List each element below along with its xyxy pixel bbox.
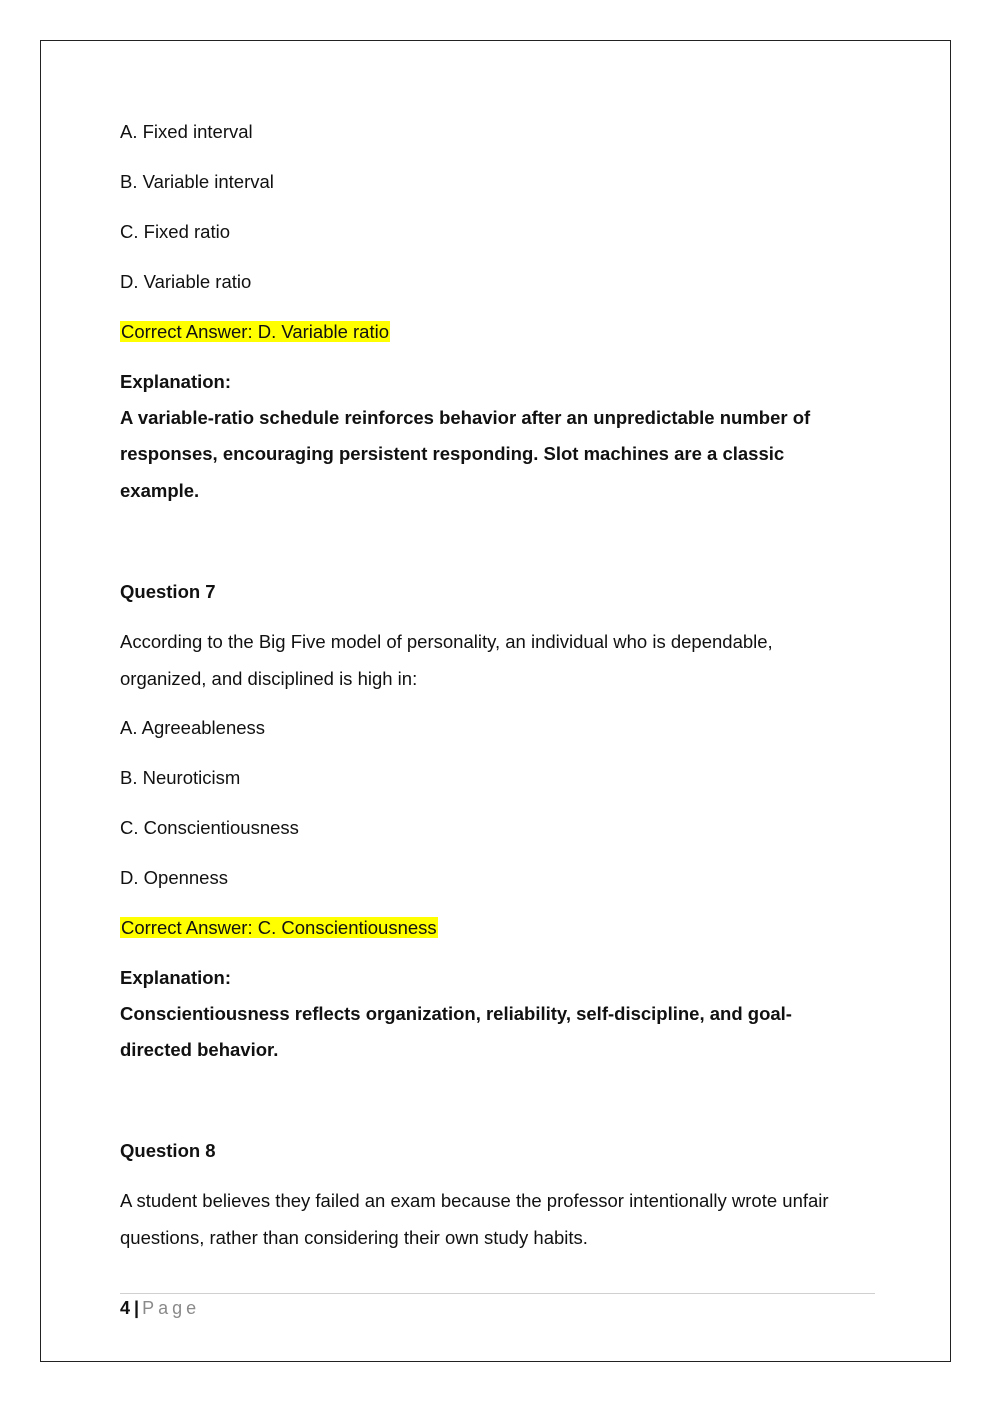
q7-stem-line-1: According to the Big Five model of personality, an individual who is dependable, <box>120 631 773 652</box>
q8-stem-line-1: A student believes they failed an exam because the professor intentionally wrote unfair <box>120 1190 829 1211</box>
page-label: Page <box>142 1298 201 1318</box>
q8-title: Question 8 <box>120 1140 216 1161</box>
q6-option-a: A. Fixed interval <box>120 121 253 142</box>
q7-explanation-line-1: Conscientiousness reflects organization, reliability, self-discipline, and goal- <box>120 1003 792 1024</box>
q7-option-b: B. Neuroticism <box>120 767 241 788</box>
page-footer <box>120 1296 200 1320</box>
q6-option-d: D. Variable ratio <box>120 271 252 292</box>
q6-correct-answer <box>120 320 390 344</box>
q6-correct-answer-text: Correct Answer: D. Variable ratio <box>121 321 390 342</box>
q7-option-d: D. Openness <box>120 867 228 888</box>
q7-correct-answer <box>120 916 438 940</box>
q6-explanation-line-2: responses, encouraging persistent responding. Slot machines are a classic <box>120 443 785 464</box>
page-number: 4 <box>120 1298 131 1318</box>
q6-option-c: C. Fixed ratio <box>120 221 231 242</box>
q7-correct-answer-text: Correct Answer: C. Conscientiousness <box>121 917 437 938</box>
q6-option-b: B. Variable interval <box>120 171 274 192</box>
q6-explanation-label: Explanation: <box>120 371 232 392</box>
q7-title: Question 7 <box>120 581 216 602</box>
footer-divider <box>120 1293 875 1294</box>
q6-explanation-line-1: A variable-ratio schedule reinforces behavior after an unpredictable number of <box>120 407 811 428</box>
q7-stem-line-2: organized, and disciplined is high in: <box>120 668 418 689</box>
q7-option-a: A. Agreeableness <box>120 717 266 738</box>
q6-explanation-line-3: example. <box>120 480 200 501</box>
q8-stem-line-2: questions, rather than considering their own study habits. <box>120 1227 588 1248</box>
footer-separator: | <box>134 1298 140 1318</box>
q7-option-c: C. Conscientiousness <box>120 817 299 838</box>
q7-explanation-label: Explanation: <box>120 967 232 988</box>
q7-explanation-line-2: directed behavior. <box>120 1039 279 1060</box>
